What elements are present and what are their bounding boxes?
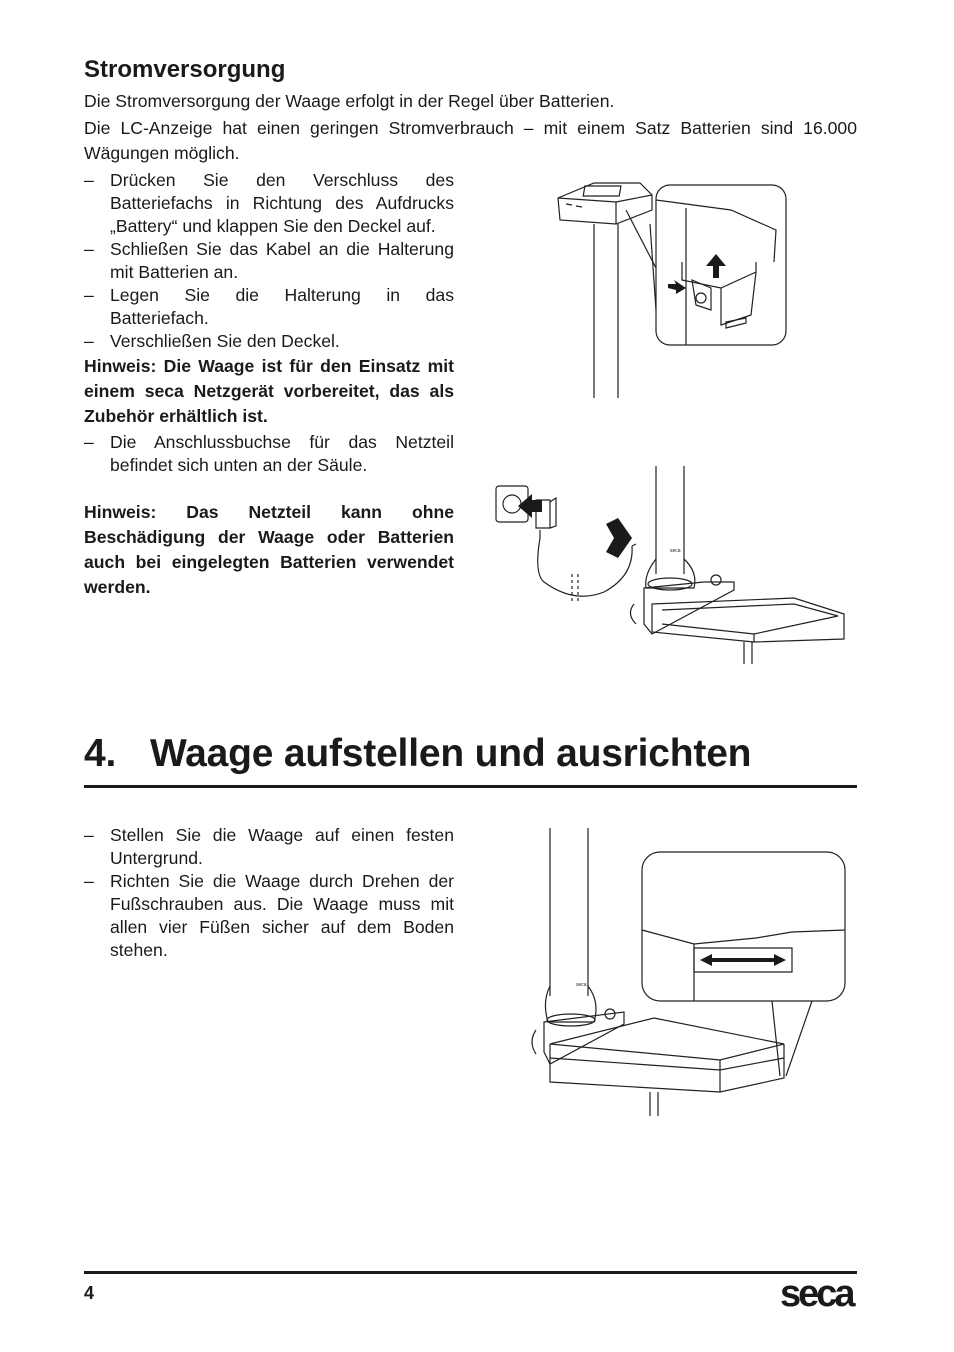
leveling-feet-illustration: [524, 826, 850, 1124]
chapter-title: [84, 732, 751, 776]
note-power-adapter: Hinweis: Die Waage ist für den Einsatz mit einem seca Netzgerät vorbereitet, das als Zubehör erhältlich ist.: [84, 356, 454, 426]
intro-paragraph-1: Die Stromversorgung der Waage erfolgt in der Regel über Batterien.: [84, 91, 615, 111]
battery-steps-list: [84, 169, 454, 353]
column-label-1: seca: [670, 548, 681, 554]
list-item: – Legen Sie die Halterung in das Batteriefach.: [84, 284, 454, 330]
note-adapter-with-batteries: Hinweis: Das Netzteil kann ohne Beschädigung der Waage oder Batterien auch bei eingelegten Batterien verwendet werden.: [84, 502, 454, 597]
intro-paragraph-2: Die LC-Anzeige hat einen geringen Stromverbrauch – mit einem Satz Batterien sind 16.000 Wägungen möglich.: [84, 118, 857, 163]
footer-rule: [84, 1271, 857, 1274]
list-item: – Drücken Sie den Verschluss des Batteriefachs in Richtung des Aufdrucks „Battery“ und klappen Sie den Deckel auf.: [84, 169, 454, 238]
setup-steps-column: [84, 824, 454, 962]
seca-logo: [780, 1272, 858, 1312]
power-steps-column: [84, 169, 454, 600]
list-item: – Verschließen Sie den Deckel.: [84, 330, 454, 353]
column-label-2: seca: [576, 982, 587, 988]
chapter-number: 4.: [84, 732, 117, 775]
chapter-rule: [84, 785, 857, 788]
socket-steps-list: [84, 431, 454, 477]
list-item: – Richten Sie die Waage durch Drehen der Fußschrauben aus. Die Waage muss mit allen vier Füßen sicher auf dem Boden stehen.: [84, 870, 454, 962]
brand-wordmark: seca: [780, 1273, 853, 1312]
battery-compartment-illustration: [556, 180, 792, 402]
list-item: – Die Anschlussbuchse für das Netzteil befindet sich unten an der Säule.: [84, 431, 454, 477]
list-item: – Stellen Sie die Waage auf einen festen Untergrund.: [84, 824, 454, 870]
setup-steps-list: [84, 824, 454, 962]
page-number: 4: [84, 1283, 95, 1303]
section-title: Stromversorgung: [84, 56, 286, 83]
list-item: – Schließen Sie das Kabel an die Halterung mit Batterien an.: [84, 238, 454, 284]
power-adapter-illustration: [494, 464, 850, 670]
chapter-title-text: Waage aufstellen und ausrichten: [150, 732, 752, 775]
